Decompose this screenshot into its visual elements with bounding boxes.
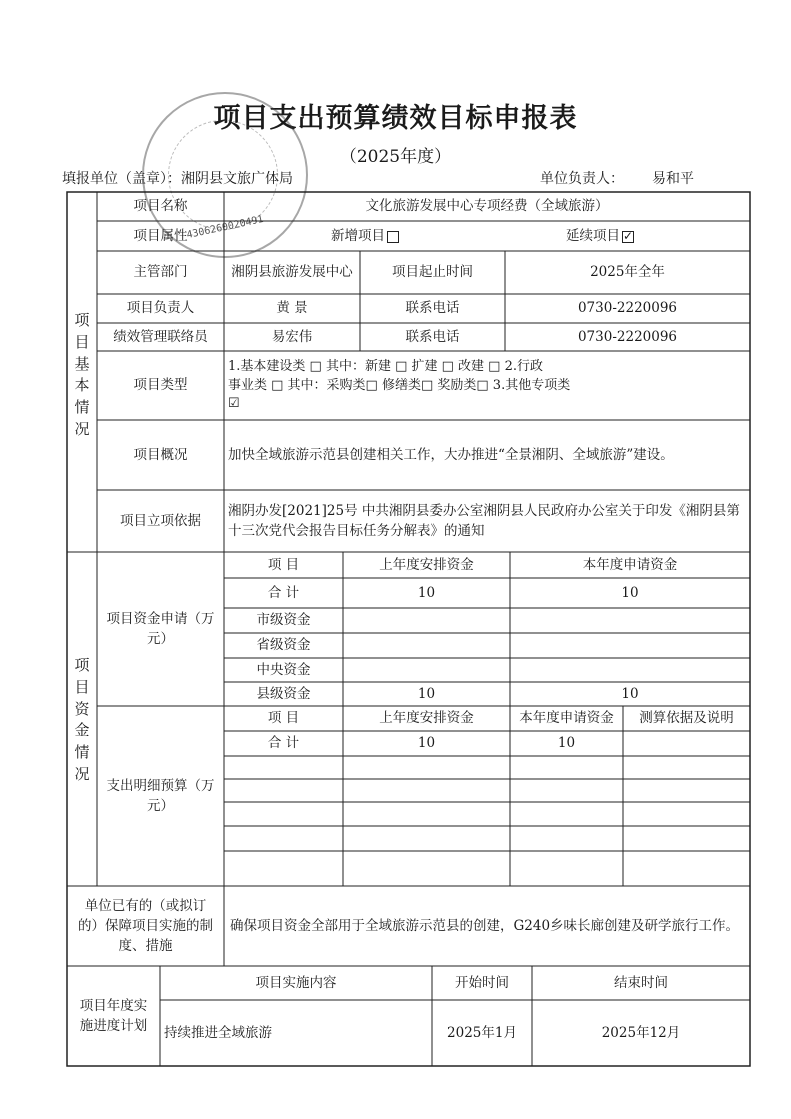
project-attr-continue <box>540 221 660 251</box>
unit-head-label: 单位负责人： <box>540 171 624 187</box>
attr-new-checkbox[interactable] <box>387 231 399 243</box>
section-basic-label: 项目基本情况 <box>74 311 90 438</box>
funds-row-this: 10 <box>621 584 639 601</box>
dept-label: 主管部门 <box>133 264 188 281</box>
overview-value: 加快全域旅游示范县创建相关工作，大办推进“全景湘阴、全域旅游”建设。 <box>228 446 674 463</box>
contact-phone: 0730-2220096 <box>577 328 678 345</box>
contact-label: 绩效管理联络员 <box>113 328 208 345</box>
schedule-start: 2025年1月 <box>447 1024 517 1041</box>
funds-row-last: 10 <box>417 685 436 702</box>
funds-detail-label: 支出明细预算（万元） <box>106 777 215 814</box>
funds-row-this <box>510 658 750 682</box>
detail-total-item: 合 计 <box>267 735 300 752</box>
contact-phone-label: 联系电话 <box>405 328 460 345</box>
schedule-col-start: 开始时间 <box>455 974 509 991</box>
funds-row-last <box>343 658 510 682</box>
type-line-1: 1.基本建设类 □ 其中：新建 □ 扩建 □ 改建 □ 2.行政 <box>228 358 543 374</box>
period-label: 项目起止时间 <box>392 264 473 281</box>
type-line-3: ☑ <box>228 396 240 412</box>
funds-row-item: 中央资金 <box>256 661 311 678</box>
detail-col-last: 上年度安排资金 <box>379 710 474 727</box>
funds-apply-label: 项目资金申请（万元） <box>106 610 215 647</box>
form-title: 项目支出预算绩效目标申报表 <box>213 103 578 134</box>
funds-row-this: 10 <box>621 685 639 702</box>
schedule-col-content: 项目实施内容 <box>255 974 337 991</box>
funds-row-last: 10 <box>417 584 436 601</box>
detail-col-item: 项 目 <box>267 710 300 727</box>
dept-value: 湘阴县旅游发展中心 <box>231 264 353 281</box>
schedule-end: 2025年12月 <box>601 1024 681 1041</box>
funds-row-item: 市级资金 <box>256 612 311 629</box>
funds-row-this <box>510 633 750 658</box>
unit-head-name: 易和平 <box>652 171 694 187</box>
schedule-content: 持续推进全域旅游 <box>164 1024 272 1041</box>
project-attr-new <box>310 221 420 251</box>
schedule-label: 项目年度实施进度计划 <box>79 997 148 1034</box>
period-value: 2025年全年 <box>590 264 665 281</box>
leader-phone-label: 联系电话 <box>405 300 460 317</box>
schedule-col-end: 结束时间 <box>614 974 668 991</box>
section-funds-label: 项目资金情况 <box>74 656 90 783</box>
funds-apply-col-item: 项 目 <box>267 556 300 573</box>
detail-total-this: 10 <box>557 735 576 752</box>
type-label: 项目类型 <box>133 377 188 394</box>
funds-row-this <box>510 608 750 633</box>
detail-col-this: 本年度申请资金 <box>519 710 614 727</box>
funds-apply-col-last: 上年度安排资金 <box>379 556 474 573</box>
detail-col-basis: 测算依据及说明 <box>639 710 734 727</box>
attr-continue-checkbox[interactable] <box>622 231 634 243</box>
project-name-value: 文化旅游发展中心专项经费（全域旅游） <box>365 198 609 215</box>
funds-row-last <box>343 608 510 633</box>
reporting-unit: 填报单位（盖章）：湘阴县文旅广体局 <box>62 171 293 187</box>
project-attr-label: 项目属性 <box>133 227 188 244</box>
funds-row-item: 合 计 <box>267 584 300 601</box>
guarantee-label: 单位已有的（或拟订的）保障项目实施的制度、措施 <box>78 897 213 955</box>
guarantee-value: 确保项目资金全部用于全域旅游示范县的创建，G240乡味长廊创建及研学旅行工作。 <box>230 917 740 934</box>
contact-value: 易宏伟 <box>271 328 313 345</box>
project-attr-continue-text: 延续项目 <box>566 227 620 244</box>
detail-total-last: 10 <box>417 735 436 752</box>
leader-label: 项目负责人 <box>126 300 195 317</box>
funds-apply-col-this: 本年度申请资金 <box>582 556 678 573</box>
leader-phone: 0730-2220096 <box>577 300 678 317</box>
overview-label: 项目概况 <box>133 446 188 463</box>
type-line-2: 事业类 □ 其中：采购类□ 修缮类□ 奖励类□ 3.其他专项类 <box>228 377 571 393</box>
form-year: （2025年度） <box>339 147 452 167</box>
leader-value: 黄 景 <box>276 300 308 317</box>
project-attr-new-text: 新增项目 <box>331 227 385 244</box>
basis-value: 湘阴办发[2021]25号 中共湘阴县委办公室湘阴县人民政府办公室关于印发《湘阴县第十三次党代会报告目标任务分解表》的通知 <box>228 502 740 539</box>
funds-row-last <box>343 633 510 658</box>
project-name-label: 项目名称 <box>133 198 188 215</box>
funds-row-item: 县级资金 <box>256 685 311 702</box>
type-options <box>224 353 750 419</box>
funds-row-item: 省级资金 <box>256 637 311 654</box>
official-seal-number: 4306260020491 <box>185 213 265 242</box>
basis-label: 项目立项依据 <box>120 512 201 529</box>
